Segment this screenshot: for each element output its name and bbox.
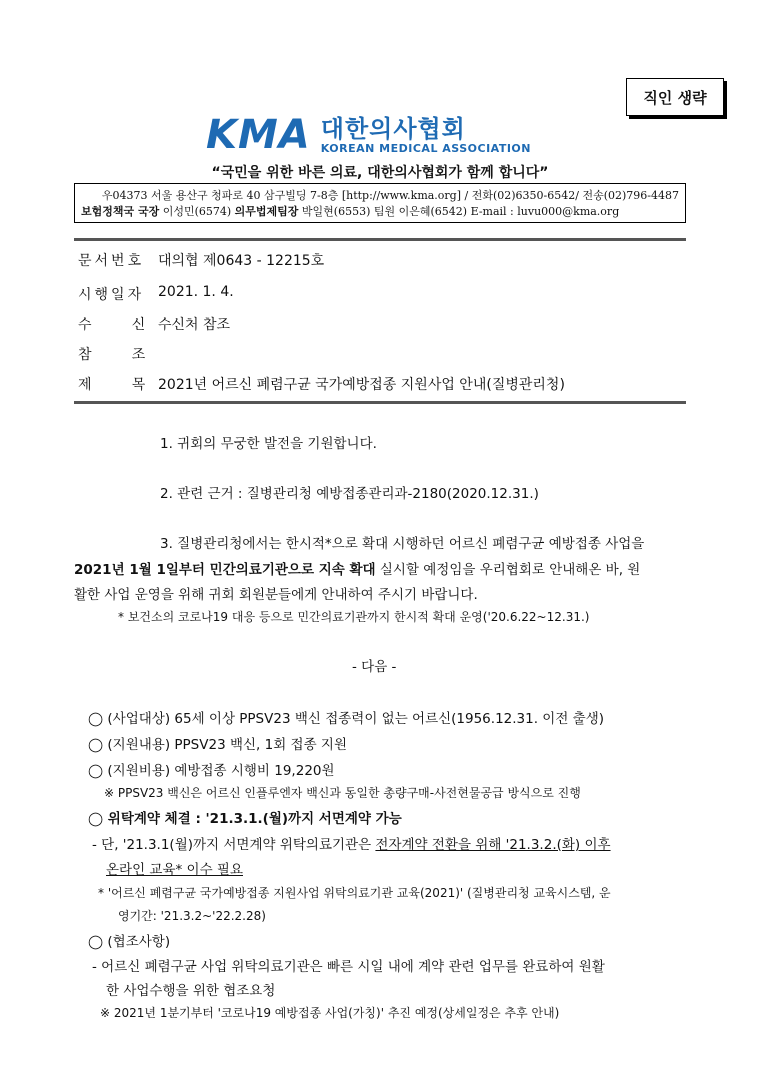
meta-key: 시행일자 bbox=[78, 287, 145, 303]
meta-key: 제 목 bbox=[78, 377, 149, 393]
item-support: ◯ (지원내용) PPSV23 백신, 1회 접종 지원 bbox=[88, 737, 347, 753]
item-contract-detail-2: 온라인 교육* 이수 필요 bbox=[106, 862, 243, 878]
meta-value: 2021. 1. 4. bbox=[158, 284, 234, 300]
item-cost-note: ※ PPSV23 백신은 어르신 인플루엔자 백신과 동일한 총량구매-사전현물공급 방식으로 진행 bbox=[104, 786, 581, 800]
meta-value: 수신처 참조 bbox=[158, 317, 231, 333]
meta-reference bbox=[78, 344, 158, 364]
logo-name-english: KOREAN MEDICAL ASSOCIATION bbox=[320, 141, 531, 155]
logo-name-korean: 대한의사협회 bbox=[320, 114, 466, 143]
item-cooperation-detail-2: 한 사업수행을 위한 협조요청 bbox=[106, 983, 276, 999]
contact-address: 우04373 서울 용산구 청파로 40 삼구빌딩 7-8층 [http://www.kma.org] / 전화(02)6350-6542/ 전송(02)796-4487 bbox=[101, 189, 679, 202]
paragraph-3-line-2 bbox=[74, 558, 640, 578]
divider-bottom bbox=[74, 401, 686, 404]
contract-detail-text: - 단, '21.3.1(월)까지 서면계약 위탁의료기관은 bbox=[92, 837, 376, 853]
item-contract: ◯ 위탁계약 체결 : '21.3.1.(월)까지 서면계약 가능 bbox=[88, 811, 402, 827]
paragraph-3-line-1: 3. 질병관리청에서는 한시적*으로 확대 시행하던 어르신 폐렴구균 예방접종 사업을 bbox=[160, 536, 645, 552]
divider-top bbox=[74, 238, 686, 241]
paragraph-2: 2. 관련 근거 : 질병관리청 예방접종관리과-2180(2020.12.31.) bbox=[160, 486, 539, 502]
paragraph-3-footnote: * 보건소의 코로나19 대응 등으로 민간의료기관까지 한시적 확대 운영('20.6.22~12.31.) bbox=[118, 610, 590, 624]
item-cooperation-detail-1: - 어르신 폐렴구균 사업 위탁의료기관은 빠른 시일 내에 계약 관련 업무를 완료하여 원활 bbox=[92, 959, 605, 975]
item-contract-note-2: 영기간: '21.3.2~'22.2.28) bbox=[118, 909, 266, 923]
item-cooperation-note: ※ 2021년 1분기부터 '코로나19 예방접종 사업(가칭)' 추진 예정(상세일정은 추후 안내) bbox=[100, 1006, 560, 1020]
item-cooperation: ◯ (협조사항) bbox=[88, 934, 171, 950]
section-heading: - 다음 - bbox=[352, 659, 397, 675]
contact-role-1: 보험정책국 국장 bbox=[81, 205, 160, 218]
meta-subject bbox=[78, 374, 565, 394]
contact-staff bbox=[81, 204, 679, 220]
meta-key: 수 신 bbox=[78, 317, 149, 333]
contact-person-1: 이성민(6574) bbox=[159, 205, 235, 218]
contract-detail-underlined: 전자계약 전환을 위해 '21.3.2.(화) 이후 bbox=[375, 837, 611, 853]
paragraph-3-line-3: 활한 사업 운영을 위해 귀회 회원분들에게 안내하여 주시기 바랍니다. bbox=[74, 587, 478, 603]
contact-box bbox=[74, 183, 686, 223]
meta-doc-number bbox=[78, 250, 324, 270]
contact-role-2: 의무법제팀장 bbox=[234, 205, 299, 218]
meta-date bbox=[78, 284, 234, 304]
slogan: “국민을 위한 바른 의료, 대한의사협회가 함께 합니다” bbox=[211, 165, 549, 181]
meta-key: 문서번호 bbox=[78, 253, 145, 269]
item-contract-detail-1 bbox=[92, 833, 611, 853]
logo-mark: KMA bbox=[206, 112, 311, 158]
contact-person-2: 박일현(6553) 팀원 이은혜(6542) E-mail : luvu000@kma.org bbox=[298, 205, 620, 218]
kma-logo bbox=[206, 112, 531, 158]
item-cost: ◯ (지원비용) 예방접종 시행비 19,220원 bbox=[88, 763, 335, 779]
paragraph-3-emphasis: 2021년 1월 1일부터 민간의료기관으로 지속 확대 bbox=[74, 562, 376, 578]
item-contract-note-1: * '어르신 폐렴구균 국가예방접종 지원사업 위탁의료기관 교육(2021)' (질병관리청 교육시스템, 운 bbox=[98, 886, 611, 900]
seal-omitted-stamp: 직인 생략 bbox=[626, 78, 724, 116]
paragraph-1: 1. 귀회의 무궁한 발전을 기원합니다. bbox=[160, 436, 377, 452]
meta-value: 대의협 제0643 - 12215호 bbox=[158, 253, 325, 269]
meta-recipient bbox=[78, 314, 230, 334]
meta-key: 참 조 bbox=[78, 347, 149, 363]
meta-value: 2021년 어르신 폐렴구균 국가예방접종 지원사업 안내(질병관리청) bbox=[158, 377, 565, 393]
item-target: ◯ (사업대상) 65세 이상 PPSV23 백신 접종력이 없는 어르신(1956.12.31. 이전 출생) bbox=[88, 711, 605, 727]
paragraph-3-rest: 실시할 예정임을 우리협회로 안내해온 바, 원 bbox=[375, 562, 641, 578]
